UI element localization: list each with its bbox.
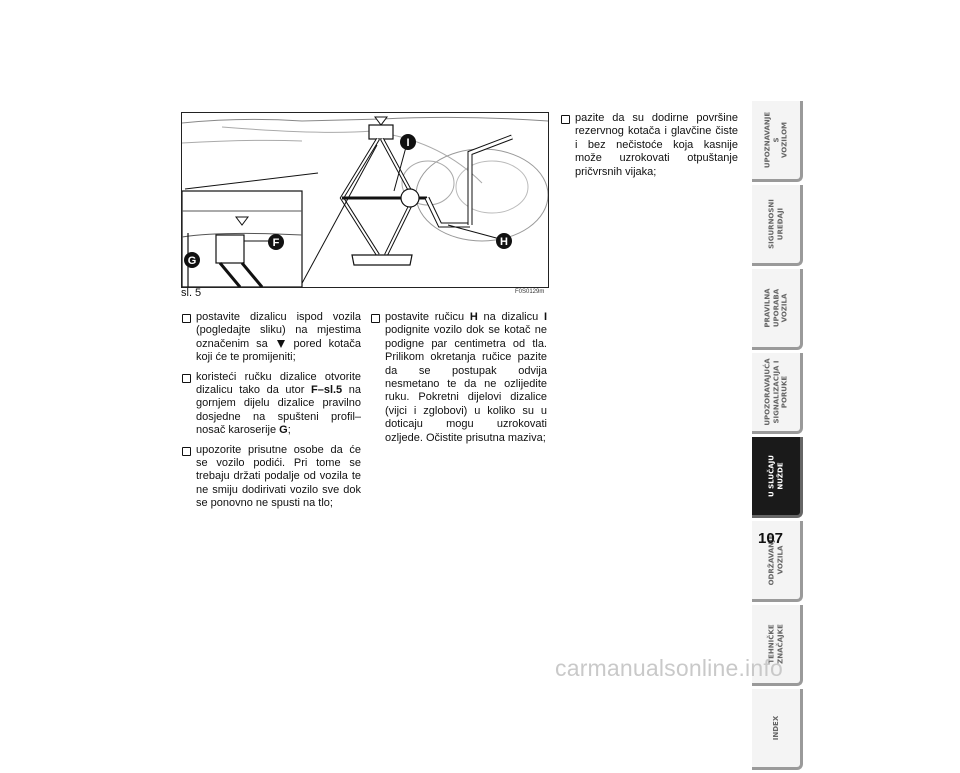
list-item: upozorite prisutne osobe da će se vozilo podići. Pri tome se trebaju držati podalje od vozila te ne smiju dodirivati vozilo sve dok se ponovno ne spusti na tlo; bbox=[181, 444, 361, 511]
callout-g bbox=[184, 252, 200, 268]
tab-upoznavanje-s-vozilom[interactable]: UPOZNAVANJE S VOZILOM bbox=[752, 101, 803, 182]
callout-i bbox=[400, 134, 416, 150]
jack-drawing bbox=[182, 113, 548, 287]
jack-illustration bbox=[181, 112, 549, 288]
tab-sigurnosni-uredaji[interactable]: SIGURNOSNI UREĐAJI bbox=[752, 185, 803, 266]
tab-odrzavanje-vozila[interactable]: ODRŽAVANJE VOZILA bbox=[752, 521, 803, 602]
figure-code: F0S0129m bbox=[515, 289, 545, 295]
tab-pravilna-uporaba-vozila[interactable]: PRAVILNA UPORABA VOZILA bbox=[752, 269, 803, 350]
tab-u-slucaju-nuzde[interactable]: U SLUČAJU NUŽDE bbox=[752, 437, 803, 518]
text-column-2 bbox=[370, 311, 547, 451]
list-item: postavite ručicu H na dizalicu I podignite vozilo dok se kotač ne podigne par centimetra od tla. Prilikom okretanja ručice pazite da se postupak odvija nesmetano te da ne ozlijedite ruku. Pokretni dijelovi dizalice (vijci i zglobovi) u koliko su u doticaju mogu uzrokovati ozljede. Očistite prisutna maziva; bbox=[370, 311, 547, 445]
svg-text:F: F bbox=[272, 237, 280, 249]
triangle-marker-icon bbox=[277, 340, 285, 348]
list-item: pazite da su dodirne površine rezervnog kotača i glavčine čiste i bez nečistoće koja kasnije može uzrokovati otpuštanje pričvrsnih vijaka; bbox=[560, 112, 738, 179]
svg-text:H: H bbox=[500, 236, 508, 248]
tab-tehnicke-znacajke[interactable]: TEHNIČKE ZNAČAJKE bbox=[752, 605, 803, 686]
callout-h bbox=[496, 233, 512, 249]
list-item: koristeći ručku dizalice otvorite dizalicu tako da utor F–sl.5 na gornjem dijelu dizalice pravilno dosjedne na spušteni profil–nosač karoserije G; bbox=[181, 371, 361, 438]
text-column-1 bbox=[181, 311, 361, 517]
tab-index[interactable]: INDEX bbox=[752, 689, 803, 770]
tab-upozoravajuca-signalizacija[interactable]: UPOZORAVAJUĆA SIGNALIZACIJA I PORUKE bbox=[752, 353, 803, 434]
watermark: carmanualsonline.info bbox=[555, 655, 783, 681]
page-number: 107 bbox=[758, 530, 784, 547]
svg-text:I: I bbox=[406, 137, 410, 149]
svg-text:G: G bbox=[187, 255, 197, 267]
figure-caption: sl. 5 bbox=[181, 287, 202, 299]
callout-f bbox=[268, 234, 284, 250]
text-column-3 bbox=[560, 112, 738, 185]
list-item: postavite dizalicu ispod vozila (pogledajte sliku) na mjestima označenim sa pored kotača koji će te promijeniti; bbox=[181, 311, 361, 365]
